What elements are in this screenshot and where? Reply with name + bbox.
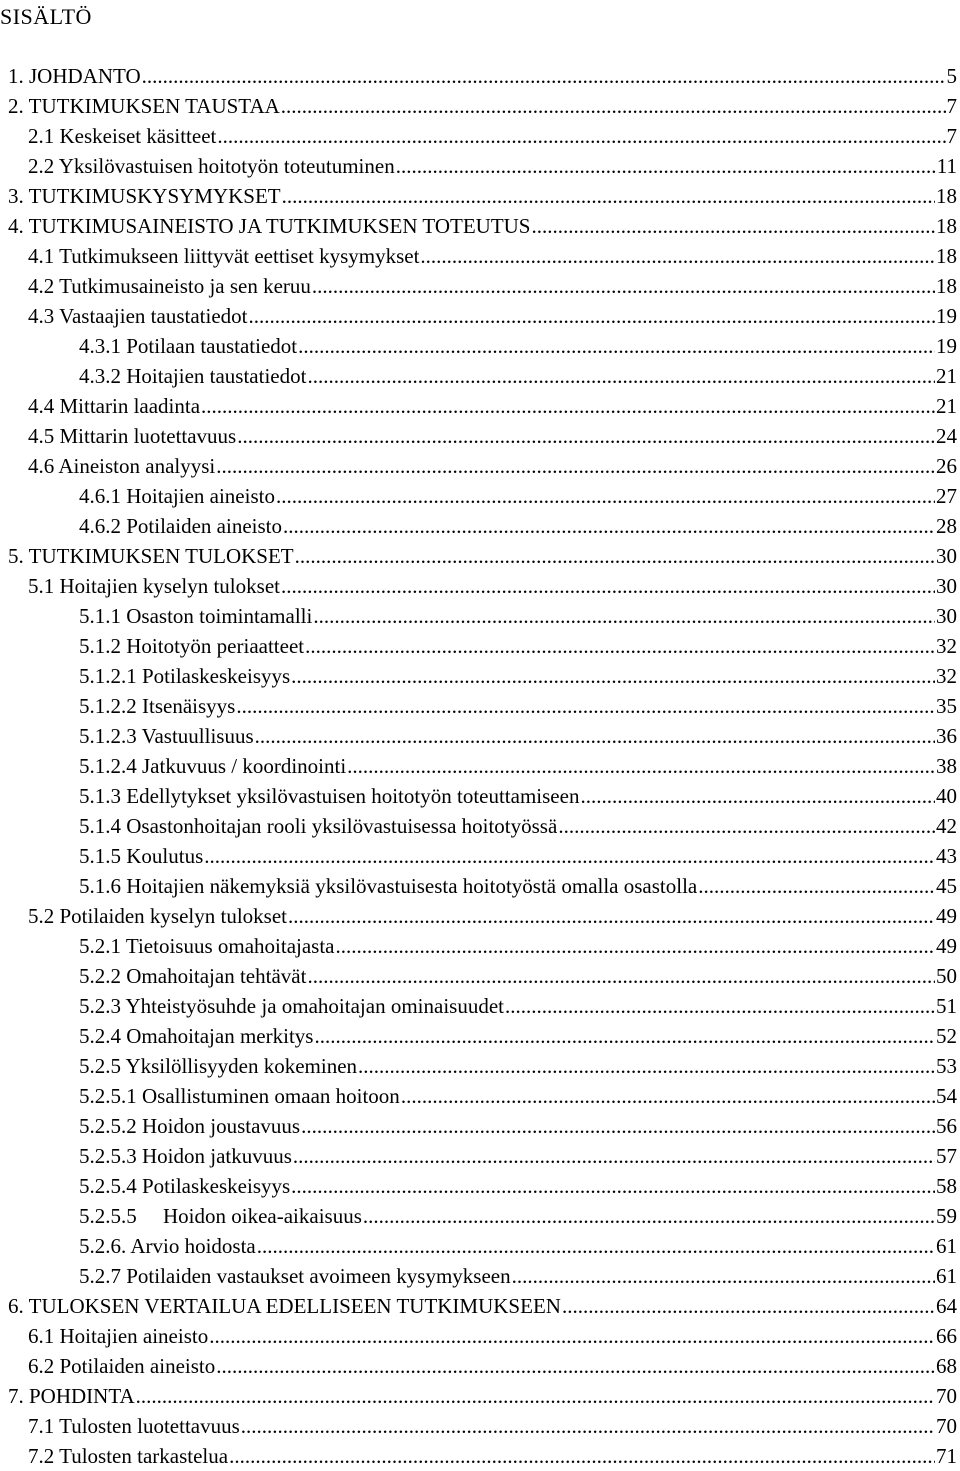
toc-entry-page-number: 52 (936, 1024, 957, 1048)
dot-leader (307, 361, 935, 391)
toc-entry-page-number: 42 (936, 814, 957, 838)
toc-entry[interactable] (0, 871, 960, 901)
dot-leader (276, 481, 935, 511)
toc-entry-title: 5.1.2 Hoitotyön periaatteet (79, 634, 305, 658)
toc-entry[interactable] (0, 1141, 960, 1171)
toc-entry-title: 5.1 Hoitajien kyselyn tulokset (28, 574, 280, 598)
toc-entry-page-number: 61 (936, 1234, 957, 1258)
toc-entry-title: 5.1.6 Hoitajien näkemyksiä yksilövastuisesta hoitotyöstä omalla osastolla (79, 874, 698, 898)
toc-entry[interactable] (0, 541, 960, 571)
toc-entry-title: 5.2 Potilaiden kyselyn tulokset (28, 904, 287, 928)
toc-entry-page-number: 58 (936, 1174, 957, 1198)
toc-entry-title: 4.3.1 Potilaan taustatiedot (79, 334, 298, 358)
toc-entry-title: 5.1.2.1 Potilaskeskeisyys (79, 664, 291, 688)
dot-leader (558, 811, 935, 841)
toc-entry-title: 4.6.2 Potilaiden aineisto (79, 514, 282, 538)
toc-entry-page-number: 40 (936, 784, 957, 808)
toc-entry-page-number: 28 (936, 514, 957, 538)
dot-leader (216, 1351, 935, 1381)
toc-entry[interactable] (0, 961, 960, 991)
toc-entry[interactable] (0, 211, 960, 241)
dot-leader (401, 1081, 935, 1111)
toc-entry[interactable] (0, 991, 960, 1021)
toc-entry[interactable] (0, 361, 960, 391)
toc-entry-page-number: 45 (936, 874, 957, 898)
toc-entry[interactable] (0, 1351, 960, 1381)
toc-entry[interactable] (0, 151, 960, 181)
toc-entry[interactable] (0, 601, 960, 631)
toc-entry[interactable] (0, 1381, 960, 1411)
toc-entry[interactable] (0, 271, 960, 301)
toc-entry[interactable] (0, 511, 960, 541)
toc-entry-title: 4.6.1 Hoitajien aineisto (79, 484, 275, 508)
dot-leader (307, 961, 935, 991)
toc-entry[interactable] (0, 1441, 960, 1471)
toc-entry-title: 5.1.4 Osastonhoitajan rooli yksilövastuisessa hoitotyössä (79, 814, 558, 838)
toc-entry[interactable] (0, 61, 960, 91)
toc-entry-title: 7.1 Tulosten luotettavuus (28, 1414, 240, 1438)
toc-entry-title: 4.1 Tutkimukseen liittyvät eettiset kysymykset (28, 244, 420, 268)
toc-entry[interactable] (0, 1051, 960, 1081)
dot-leader (562, 1291, 935, 1321)
toc-entry-title: 5.2.5.2 Hoidon joustavuus (79, 1114, 301, 1138)
dot-leader (505, 991, 935, 1021)
toc-entry-title: 5.2.2 Omahoitajan tehtävät (79, 964, 307, 988)
toc-entry-title: 2. TUTKIMUKSEN TAUSTAA (8, 94, 280, 118)
toc-entry-page-number: 50 (936, 964, 957, 988)
toc-entry[interactable] (0, 781, 960, 811)
toc-entry-page-number: 51 (936, 994, 957, 1018)
toc-entry[interactable] (0, 121, 960, 151)
toc-entry[interactable] (0, 1201, 960, 1231)
toc-entry[interactable] (0, 751, 960, 781)
toc-entry-title: 3. TUTKIMUSKYSYMYKSET (8, 184, 281, 208)
dot-leader (257, 1231, 935, 1261)
toc-entry-title: 4.2 Tutkimusaineisto ja sen keruu (28, 274, 311, 298)
toc-entry-title: 5.1.2.3 Vastuullisuus (79, 724, 254, 748)
toc-entry-page-number: 19 (936, 304, 957, 328)
dot-leader (420, 241, 935, 271)
toc-entry-title: 5.1.1 Osaston toimintamalli (79, 604, 313, 628)
dot-leader (216, 451, 935, 481)
toc-entry-page-number: 26 (936, 454, 957, 478)
dot-leader (288, 901, 935, 931)
toc-entry-page-number: 27 (936, 484, 957, 508)
toc-entry[interactable] (0, 661, 960, 691)
toc-entry-page-number: 49 (936, 934, 957, 958)
toc-entry-title: 5.2.5 Yksilöllisyyden kokeminen (79, 1054, 358, 1078)
toc-entry[interactable] (0, 331, 960, 361)
toc-entry[interactable] (0, 841, 960, 871)
toc-entry-page-number: 43 (936, 844, 957, 868)
toc-entry-page-number: 68 (936, 1354, 957, 1378)
toc-entry-page-number: 57 (936, 1144, 957, 1168)
toc-entry-title: 5.2.4 Omahoitajan merkitys (79, 1024, 314, 1048)
toc-entry-page-number: 5 (946, 64, 957, 88)
dot-leader (248, 301, 935, 331)
dot-leader (281, 91, 946, 121)
dot-leader (237, 421, 935, 451)
toc-entry[interactable] (0, 451, 960, 481)
toc-entry-page-number: 18 (936, 274, 957, 298)
toc-entry[interactable] (0, 1111, 960, 1141)
toc-entry-page-number: 30 (936, 604, 957, 628)
toc-entry[interactable] (0, 691, 960, 721)
dot-leader (229, 1441, 935, 1471)
toc-entry-page-number: 32 (936, 634, 957, 658)
dot-leader (396, 151, 936, 181)
toc-entry[interactable] (0, 571, 960, 601)
toc-entry-title: 6.2 Potilaiden aineisto (28, 1354, 216, 1378)
dot-leader (698, 871, 935, 901)
toc-entry-page-number: 53 (936, 1054, 957, 1078)
dot-leader (283, 511, 935, 541)
toc-entry[interactable] (0, 1171, 960, 1201)
toc-entry[interactable] (0, 631, 960, 661)
page-title: SISÄLTÖ (0, 4, 92, 29)
toc-entry-page-number: 70 (936, 1384, 957, 1408)
toc-entry-title: 4.4 Mittarin laadinta (28, 394, 201, 418)
toc-entry-title: 5.2.1 Tietoisuus omahoitajasta (79, 934, 335, 958)
toc-entry-title: 4.3.2 Hoitajien taustatiedot (79, 364, 307, 388)
toc-entry-page-number: 11 (936, 154, 957, 178)
toc-entry-page-number: 18 (936, 244, 957, 268)
toc-entry[interactable] (0, 1081, 960, 1111)
toc-entry-page-number: 7 (946, 94, 957, 118)
toc-entry[interactable] (0, 811, 960, 841)
toc-entry[interactable] (0, 181, 960, 211)
toc-entry[interactable] (0, 1411, 960, 1441)
toc-entry[interactable] (0, 481, 960, 511)
toc-entry-page-number: 71 (936, 1444, 957, 1468)
toc-entry-title: 4.6 Aineiston analyysi (28, 454, 216, 478)
dot-leader (293, 1141, 935, 1171)
toc-entry-title: 5.1.3 Edellytykset yksilövastuisen hoitotyön toteuttamiseen (79, 784, 580, 808)
toc-entry-title: 2.2 Yksilövastuisen hoitotyön toteutuminen (28, 154, 395, 178)
dot-leader (291, 1171, 935, 1201)
toc-entry-title: 1. JOHDANTO (8, 64, 141, 88)
dot-leader (255, 721, 935, 751)
dot-leader (142, 61, 946, 91)
dot-leader (301, 1111, 935, 1141)
toc-entry-title: 5.2.6. Arvio hoidosta (79, 1234, 256, 1258)
toc-entry-title: 2.1 Keskeiset käsitteet (28, 124, 217, 148)
dot-leader (358, 1051, 935, 1081)
dot-leader (313, 601, 935, 631)
toc-entry[interactable] (0, 1321, 960, 1351)
toc-entry-page-number: 70 (936, 1414, 957, 1438)
toc-entry[interactable] (0, 421, 960, 451)
dot-leader (295, 541, 935, 571)
toc-entry-page-number: 38 (936, 754, 957, 778)
dot-leader (363, 1201, 935, 1231)
dot-leader (298, 331, 935, 361)
table-of-contents (0, 61, 960, 1471)
toc-entry-page-number: 18 (936, 184, 957, 208)
toc-entry[interactable] (0, 1261, 960, 1291)
toc-entry-title: 5.1.2.2 Itsenäisyys (79, 694, 236, 718)
toc-entry-title: 7. POHDINTA (8, 1384, 135, 1408)
toc-entry[interactable] (0, 721, 960, 751)
dot-leader (347, 751, 935, 781)
toc-entry[interactable] (0, 931, 960, 961)
toc-entry-page-number: 35 (936, 694, 957, 718)
toc-entry-page-number: 59 (936, 1204, 957, 1228)
dot-leader (209, 1321, 935, 1351)
toc-entry-title: 5.2.5.4 Potilaskeskeisyys (79, 1174, 291, 1198)
toc-entry[interactable] (0, 91, 960, 121)
toc-entry[interactable] (0, 241, 960, 271)
toc-entry-title: 5.1.5 Koulutus (79, 844, 204, 868)
dot-leader (512, 1261, 935, 1291)
toc-entry-page-number: 32 (936, 664, 957, 688)
toc-entry-page-number: 30 (936, 544, 957, 568)
toc-entry-title: 6. TULOKSEN VERTAILUA EDELLISEEN TUTKIMUKSEEN (8, 1294, 561, 1318)
toc-entry-page-number: 66 (936, 1324, 957, 1348)
dot-leader (236, 691, 935, 721)
dot-leader (305, 631, 935, 661)
toc-entry-page-number: 56 (936, 1114, 957, 1138)
toc-entry-title: 4.3 Vastaajien taustatiedot (28, 304, 248, 328)
toc-entry-title: 5.2.7 Potilaiden vastaukset avoimeen kysymykseen (79, 1264, 511, 1288)
dot-leader (281, 571, 935, 601)
toc-entry-page-number: 24 (936, 424, 957, 448)
dot-leader (204, 841, 935, 871)
dot-leader (241, 1411, 935, 1441)
toc-entry-title: 5.2.5.1 Osallistuminen omaan hoitoon (79, 1084, 400, 1108)
dot-leader (532, 211, 936, 241)
dot-leader (136, 1381, 935, 1411)
toc-entry-page-number: 21 (936, 364, 957, 388)
toc-entry[interactable] (0, 391, 960, 421)
dot-leader (312, 271, 935, 301)
dot-leader (217, 121, 945, 151)
toc-entry[interactable] (0, 301, 960, 331)
toc-entry-title: 5. TUTKIMUKSEN TULOKSET (8, 544, 294, 568)
toc-entry-page-number: 54 (936, 1084, 957, 1108)
toc-entry-title: 4.5 Mittarin luotettavuus (28, 424, 237, 448)
toc-entry-page-number: 18 (936, 214, 957, 238)
dot-leader (580, 781, 935, 811)
toc-entry-page-number: 7 (946, 124, 957, 148)
toc-entry-page-number: 49 (936, 904, 957, 928)
toc-entry-title: 5.2.3 Yhteistyösuhde ja omahoitajan ominaisuudet (79, 994, 504, 1018)
toc-entry-title: 5.1.2.4 Jatkuvuus / koordinointi (79, 754, 347, 778)
toc-entry-page-number: 36 (936, 724, 957, 748)
dot-leader (282, 181, 935, 211)
toc-entry-page-number: 61 (936, 1264, 957, 1288)
dot-leader (291, 661, 935, 691)
toc-entry-title: 5.2.5.5 Hoidon oikea-aikaisuus (79, 1204, 362, 1228)
toc-entry[interactable] (0, 901, 960, 931)
toc-entry-page-number: 21 (936, 394, 957, 418)
toc-entry-page-number: 64 (936, 1294, 957, 1318)
toc-entry-title: 5.2.5.3 Hoidon jatkuvuus (79, 1144, 292, 1168)
toc-entry-title: 6.1 Hoitajien aineisto (28, 1324, 209, 1348)
toc-entry-title: 7.2 Tulosten tarkastelua (28, 1444, 229, 1468)
toc-entry-page-number: 30 (936, 574, 957, 598)
dot-leader (314, 1021, 935, 1051)
dot-leader (336, 931, 935, 961)
toc-entry[interactable] (0, 1231, 960, 1261)
toc-entry-page-number: 19 (936, 334, 957, 358)
dot-leader (201, 391, 935, 421)
toc-entry-title: 4. TUTKIMUSAINEISTO JA TUTKIMUKSEN TOTEUTUS (8, 214, 531, 238)
toc-entry[interactable] (0, 1021, 960, 1051)
toc-entry[interactable] (0, 1291, 960, 1321)
